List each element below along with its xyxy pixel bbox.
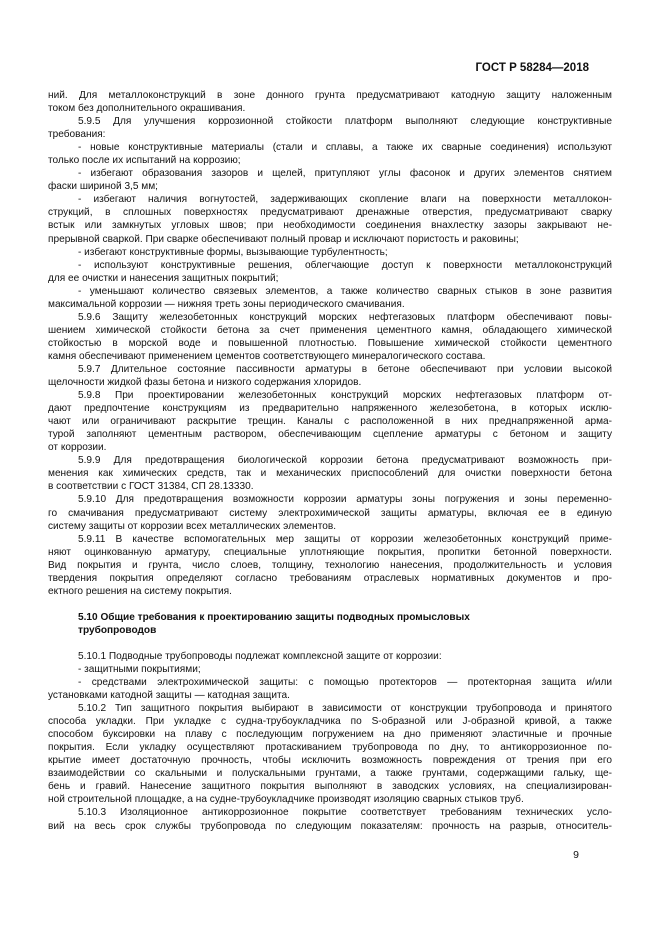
text-line: встык или замкнутых угловых швов; при необходимости соединения внахлестку зазоры закрывают не- (48, 220, 612, 232)
text-line: - уменьшают количество связевых элементов, а также количество сварных стыков в зоне развития (78, 285, 612, 297)
text-line: чают или ограничивают раскрытие трещин. Каналы с расположенной в них преднапряженной арма- (48, 416, 612, 428)
section-heading-line: трубопроводов (78, 624, 157, 636)
text-line: взаимодействии со скальными и полускальными грунтами, а также грунтами, содержащими гальку, ще- (48, 768, 612, 780)
text-line: крытие имеет достаточную прочность, чтобы исключить возможность повреждения от трения при его (48, 755, 612, 767)
text-line: фаски шириной 3,5 мм; (48, 181, 158, 193)
text-line: бень и гравий. Нанесение защитного покрытия выполняют в заводских условиях, на специализирован- (48, 781, 612, 793)
text-line: ной строительной площадке, а на судне-трубоукладчике производят изоляцию сварных стыков труб. (48, 794, 524, 806)
text-line: ектного решения на систему покрытия. (48, 585, 232, 597)
text-line: - избегают наличия вогнутостей, задерживающих скопление влаги на поверхности металлокон- (78, 194, 612, 206)
text-line: способа укладки. При укладке с судна-трубоукладчика по S-образной или J-образной кривой, а также (48, 716, 612, 728)
text-line: турой заполняют цементным раствором, обеспечивающим сцепление арматуры с бетоном и защиту (48, 429, 612, 441)
document-body (48, 89, 612, 833)
text-line: максимальной коррозии — нижняя треть зоны периодического смачивания. (48, 298, 405, 310)
document-header: ГОСТ Р 58284—2018 (475, 62, 589, 74)
page-number: 9 (573, 849, 579, 861)
text-line: 5.9.10 Для предотвращения возможности коррозии арматуры зоны погружения и зоны переменно- (78, 494, 612, 506)
text-line: дают предпочтение конструкциям из предварительно напряженного железобетона, в которых исклю- (48, 403, 612, 415)
text-line: - средствами электрохимической защиты: с помощью протекторов — протекторная защита и/или (78, 677, 612, 689)
text-line: систему защиты от коррозии всех металлических элементов. (48, 520, 336, 532)
text-line: твердения покрытия определяют согласно требованиям отраслевых нормативных документов и про- (48, 572, 612, 584)
text-line: от коррозии. (48, 442, 107, 454)
text-line: 5.9.8 При проектировании железобетонных конструкций морских нефтегазовых платформ от- (78, 390, 612, 402)
section-heading-line: 5.10 Общие требования к проектированию защиты подводных промысловых (78, 611, 470, 623)
text-line: - защитными покрытиями; (78, 663, 201, 675)
text-line: 5.9.11 В качестве вспомогательных мер защиты от коррозии железобетонных конструкций приме- (78, 533, 612, 545)
text-line: 5.10.2 Тип защитного покрытия выбирают в зависимости от конструкции трубопровода и принятого (78, 703, 612, 715)
text-line: камня обеспечивают применением цементов соответствующего минералогического состава. (48, 350, 486, 362)
text-line: током без дополнительного окрашивания. (48, 103, 246, 115)
text-line: - избегают конструктивные формы, вызывающие турбулентность; (78, 246, 388, 258)
text-line: - избегают образования зазоров и щелей, притупляют углы фасонок и других элементов снятием (78, 168, 612, 180)
text-line: покрытия. Если укладку осуществляют протаскиванием трубопровода по дну, то антикоррозионное по- (48, 742, 612, 754)
text-line: 5.9.5 Для улучшения коррозионной стойкости платформ выполняют следующие конструктивные (78, 116, 612, 128)
text-line: только после их испытаний на коррозию; (48, 155, 241, 167)
text-line: шением химической стойкости бетона за счет применения цементного камня, обладающего химической (48, 324, 612, 336)
text-line: стойкостью в морской воде и повышенной плотностью. Повышение химической стойкости цементного (48, 337, 612, 349)
text-line: 5.9.9 Для предотвращения биологической коррозии бетона предусматривают возможность при- (78, 455, 612, 467)
text-line: ний. Для металлоконструкций в зоне донного грунта предусматривают катодную защиту наложенным (48, 90, 612, 101)
blank-line (48, 637, 612, 650)
text-line: требования: (48, 129, 106, 141)
text-line: способом буксировки на плаву с последующим погружением на дно применяют эластичные и прочные (48, 729, 612, 741)
text-line: струкций, в сплошных поверхностях предусматривают дренажные отверстия, предусматривают сварку (48, 207, 612, 219)
text-line: 5.9.6 Защиту железобетонных конструкций морских нефтегазовых платформ обеспечивают повы- (78, 311, 612, 323)
text-line: 5.10.1 Подводные трубопроводы подлежат комплексной защите от коррозии: (78, 650, 442, 662)
text-line: менения как химических средств, так и механических приспособлений для очистки поверхности бетона (48, 468, 612, 480)
blank-line (48, 598, 612, 611)
text-line: вий на весь срок службы трубопровода по следующим показателям: прочность на разрыв, относитель- (48, 820, 612, 832)
text-line: 5.9.7 Длительное состояние пассивности арматуры в бетоне обеспечивают при условии высокой (78, 363, 612, 375)
text-line: 5.10.3 Изоляционное антикоррозионное покрытие соответствует требованиям технических усло- (78, 807, 612, 819)
text-line: в соответствии с ГОСТ 31384, СП 28.13330. (48, 481, 254, 493)
text-line: - используют конструктивные решения, облегчающие доступ к поверхности металлоконструкций (78, 259, 612, 271)
text-line: щелочности жидкой фазы бетона и низкого содержания хлоридов. (48, 377, 362, 389)
text-line: няют оцинкованную арматуру, специальные уплотняющие покрытия, пропитки бетонной поверхности. (48, 546, 612, 558)
text-line: го смачивания предусматривают систему электрохимической защиты арматуры, включая ее в единую (48, 507, 612, 519)
text-line: - новые конструктивные материалы (стали и сплавы, а также их сварные соединения) используют (78, 142, 612, 154)
text-line: установками катодной защиты — катодная защита. (48, 690, 290, 702)
text-line: для ее очистки и нанесения защитных покрытий; (48, 272, 279, 284)
text-line: Вид покрытия и грунта, число слоев, толщину, технологию нанесения, продолжительность и условия (48, 559, 612, 571)
text-line: прерывной сваркой. При сварке обеспечивают полный провар и исключают пористость и раковины; (48, 233, 519, 245)
